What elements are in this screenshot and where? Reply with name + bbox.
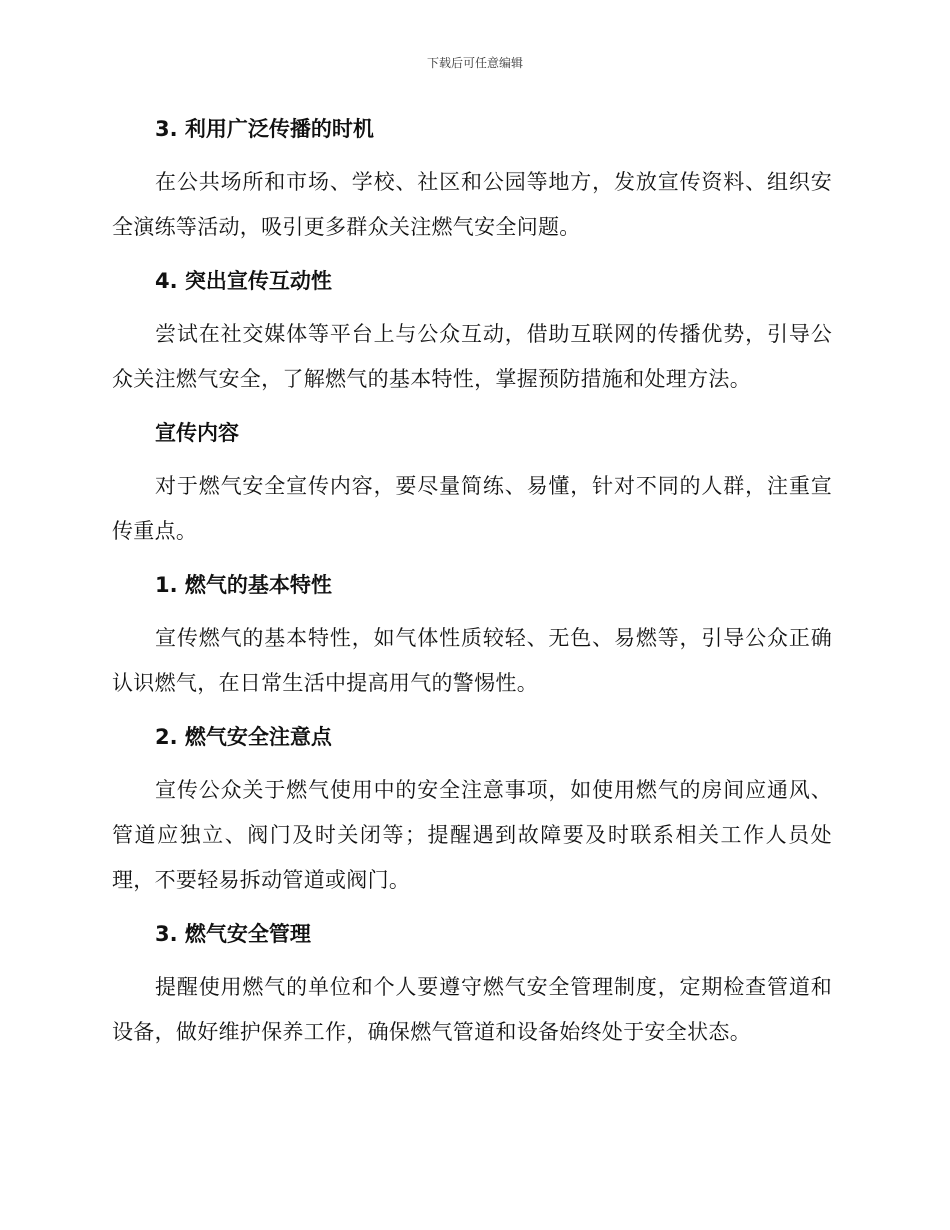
section-heading: 2. 燃气安全注意点: [155, 725, 332, 749]
document-body: [112, 112, 832, 1069]
section-heading: 4. 突出宣传互动性: [155, 269, 332, 293]
section-heading: 1. 燃气的基本特性: [155, 573, 332, 597]
section-paragraph: 宣传燃气的基本特性，如气体性质较轻、无色、易燃等，引导公众正确认识燃气，在日常生活中提高用气的警惕性。: [112, 626, 832, 695]
section-heading: 3. 利用广泛传播的时机: [155, 117, 374, 141]
section-paragraph: 尝试在社交媒体等平台上与公众互动，借助互联网的传播优势，引导公众关注燃气安全，了解燃气的基本特性，掌握预防措施和处理方法。: [112, 322, 832, 391]
page-header: 下载后可任意编辑: [426, 56, 523, 70]
section-paragraph: 在公共场所和市场、学校、社区和公园等地方，发放宣传资料、组织安全演练等活动，吸引更多群众关注燃气安全问题。: [112, 170, 832, 239]
section-paragraph: 提醒使用燃气的单位和个人要遵守燃气安全管理制度，定期检查管道和设备，做好维护保养工作，确保燃气管道和设备始终处于安全状态。: [112, 975, 832, 1044]
section-paragraph: 对于燃气安全宣传内容，要尽量简练、易懂，针对不同的人群，注重宣传重点。: [112, 474, 832, 543]
section-paragraph: 宣传公众关于燃气使用中的安全注意事项，如使用燃气的房间应通风、管道应独立、阀门及时关闭等；提醒遇到故障要及时联系相关工作人员处理，不要轻易拆动管道或阀门。: [112, 778, 832, 892]
section-heading: 3. 燃气安全管理: [155, 922, 311, 946]
section-heading: 宣传内容: [155, 421, 239, 445]
